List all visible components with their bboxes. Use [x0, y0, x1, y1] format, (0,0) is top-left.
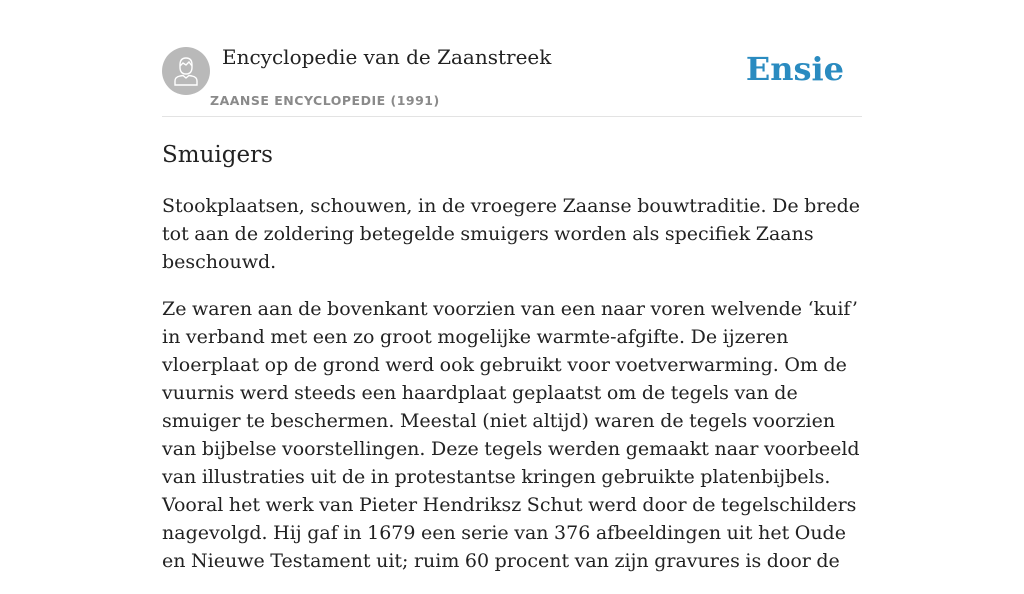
source-header [162, 0, 862, 117]
user-icon [162, 47, 210, 95]
article-title: Smuigers [162, 142, 273, 168]
article [162, 140, 862, 594]
ensie-logo[interactable]: Ensie [745, 50, 844, 88]
article-paragraph: Stookplaatsen, schouwen, in de vroegere Zaanse bouwtraditie. De brede tot aan de zoldering betegelde smuigers worden als specifiek Zaans beschouwd. [162, 195, 861, 273]
source-subtitle[interactable]: ZAANSE ENCYCLOPEDIE (1991) [210, 93, 440, 108]
source-avatar[interactable] [162, 47, 210, 95]
article-paragraph: Ze waren aan de bovenkant voorzien van een naar voren welvende ‘kuif’ in verband met een zo groot mogelijke warmte-afgifte. De ijzeren vloerplaat op de grond werd ook gebruikt voor voetverwarming. Om de vuurnis werd steeds een haardplaat geplaatst om de tegels van de smuiger te beschermen. Meestal (niet altijd) waren de tegels voorzien van bijbelse voorstellingen. Deze tegels werden gemaakt naar voorbeeld van illustraties uit de in protestantse kringen gebruikte platenbijbels. Vooral het werk van Pieter Hendriksz Schut werd door de tegelschilders nagevolgd. Hij gaf in 1679 een serie van 376 afbeeldingen uit het Oude en Nieuwe Testament uit; ruim 60 procent van zijn gravures is door de [162, 298, 860, 572]
source-title[interactable]: Encyclopedie van de Zaanstreek [222, 45, 552, 69]
